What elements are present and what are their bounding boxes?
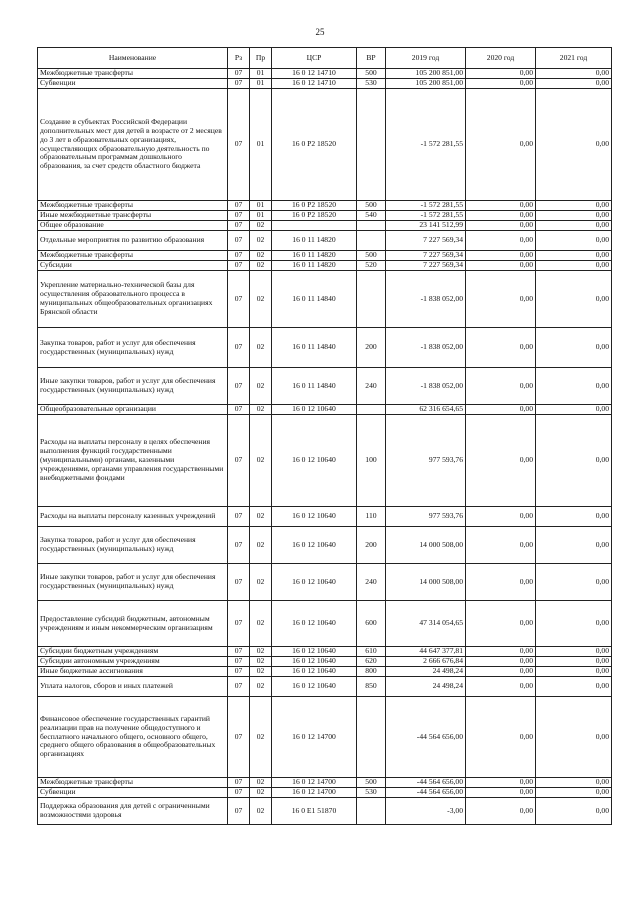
- cell-pr: 02: [250, 601, 272, 647]
- table-body: [38, 69, 612, 825]
- cell-y2020: 0,00: [466, 211, 536, 221]
- cell-y2019: 977 593,76: [386, 507, 466, 527]
- cell-pr: 02: [250, 697, 272, 778]
- cell-rz: 07: [228, 527, 250, 564]
- cell-rz: 07: [228, 798, 250, 825]
- cell-y2021: 0,00: [536, 527, 612, 564]
- cell-pr: 01: [250, 89, 272, 201]
- cell-rz: 07: [228, 89, 250, 201]
- header-vr: ВР: [357, 48, 386, 69]
- cell-csr: 16 0 12 14710: [272, 69, 357, 79]
- cell-pr: 02: [250, 798, 272, 825]
- cell-name: Иные закупки товаров, работ и услуг для обеспечения государственных (муниципальных) нужд: [38, 564, 228, 601]
- cell-csr: 16 0 12 10640: [272, 527, 357, 564]
- cell-pr: 01: [250, 211, 272, 221]
- cell-rz: 07: [228, 601, 250, 647]
- cell-csr: 16 0 12 14700: [272, 697, 357, 778]
- cell-vr: 500: [357, 778, 386, 788]
- cell-pr: 02: [250, 221, 272, 231]
- header-2019: 2019 год: [386, 48, 466, 69]
- cell-name: Создание в субъектах Российской Федерации дополнительных мест для детей в возрасте от 2 месяцев до 3 лет в образовательных организациях, осуществляющих образовательную деятельность по образовательным программам дошкольного образования, за счет средств областного бюджета: [38, 89, 228, 201]
- cell-y2020: 0,00: [466, 798, 536, 825]
- cell-rz: 07: [228, 405, 250, 415]
- cell-y2021: 0,00: [536, 798, 612, 825]
- cell-vr: [357, 89, 386, 201]
- cell-name: Расходы на выплаты персоналу казенных учреждений: [38, 507, 228, 527]
- cell-csr: 16 0 11 14820: [272, 231, 357, 251]
- cell-name: Межбюджетные трансферты: [38, 778, 228, 788]
- cell-y2021: 0,00: [536, 667, 612, 677]
- cell-y2019: 24 498,24: [386, 677, 466, 697]
- cell-csr: 16 0 12 10640: [272, 647, 357, 657]
- table-row: [38, 328, 612, 368]
- table-row: [38, 677, 612, 697]
- cell-y2021: 0,00: [536, 788, 612, 798]
- cell-y2021: 0,00: [536, 601, 612, 647]
- table-row: [38, 261, 612, 271]
- cell-name: Межбюджетные трансферты: [38, 69, 228, 79]
- cell-vr: [357, 271, 386, 328]
- cell-y2020: 0,00: [466, 79, 536, 89]
- cell-y2019: 7 227 569,34: [386, 251, 466, 261]
- cell-vr: 500: [357, 201, 386, 211]
- cell-name: Поддержка образования для детей с ограниченными возможностями здоровья: [38, 798, 228, 825]
- cell-name: Субвенции: [38, 79, 228, 89]
- table-row: [38, 415, 612, 507]
- cell-rz: 07: [228, 415, 250, 507]
- cell-pr: 02: [250, 368, 272, 405]
- cell-pr: 02: [250, 507, 272, 527]
- cell-rz: 07: [228, 211, 250, 221]
- cell-y2021: 0,00: [536, 69, 612, 79]
- cell-y2019: -44 564 656,00: [386, 778, 466, 788]
- cell-y2020: 0,00: [466, 261, 536, 271]
- cell-y2019: 14 000 508,00: [386, 527, 466, 564]
- cell-rz: 07: [228, 201, 250, 211]
- cell-rz: 07: [228, 271, 250, 328]
- table-row: [38, 601, 612, 647]
- cell-y2021: 0,00: [536, 564, 612, 601]
- cell-y2019: -44 564 656,00: [386, 697, 466, 778]
- table-row: [38, 657, 612, 667]
- cell-name: Субсидии: [38, 261, 228, 271]
- cell-y2021: 0,00: [536, 657, 612, 667]
- cell-vr: 850: [357, 677, 386, 697]
- cell-y2019: 62 316 654,65: [386, 405, 466, 415]
- cell-vr: 200: [357, 527, 386, 564]
- cell-name: Отдельные мероприятия по развитию образования: [38, 231, 228, 251]
- cell-y2019: 105 200 851,00: [386, 79, 466, 89]
- cell-pr: 02: [250, 647, 272, 657]
- table-row: [38, 788, 612, 798]
- cell-csr: 16 0 12 10640: [272, 667, 357, 677]
- cell-vr: [357, 798, 386, 825]
- table-row: [38, 201, 612, 211]
- cell-rz: 07: [228, 507, 250, 527]
- cell-pr: 02: [250, 527, 272, 564]
- cell-pr: 02: [250, 677, 272, 697]
- table-row: [38, 527, 612, 564]
- cell-name: Закупка товаров, работ и услуг для обеспечения государственных (муниципальных) нужд: [38, 328, 228, 368]
- cell-y2019: 977 593,76: [386, 415, 466, 507]
- cell-csr: 16 0 12 14700: [272, 778, 357, 788]
- cell-y2021: 0,00: [536, 697, 612, 778]
- cell-y2019: 23 141 512,99: [386, 221, 466, 231]
- cell-y2020: 0,00: [466, 251, 536, 261]
- cell-y2020: 0,00: [466, 507, 536, 527]
- cell-y2020: 0,00: [466, 201, 536, 211]
- cell-y2019: -44 564 656,00: [386, 788, 466, 798]
- table-row: [38, 221, 612, 231]
- cell-y2020: 0,00: [466, 677, 536, 697]
- cell-name: Общее образование: [38, 221, 228, 231]
- cell-y2019: 2 666 676,84: [386, 657, 466, 667]
- cell-y2021: 0,00: [536, 647, 612, 657]
- cell-y2021: 0,00: [536, 368, 612, 405]
- header-rz: Рз: [228, 48, 250, 69]
- table-row: [38, 647, 612, 657]
- cell-rz: 07: [228, 788, 250, 798]
- cell-csr: 16 0 P2 18520: [272, 201, 357, 211]
- cell-y2020: 0,00: [466, 697, 536, 778]
- table-row: [38, 405, 612, 415]
- cell-csr: 16 0 P2 18520: [272, 211, 357, 221]
- cell-vr: 520: [357, 261, 386, 271]
- cell-rz: 07: [228, 261, 250, 271]
- cell-pr: 02: [250, 564, 272, 601]
- cell-vr: 540: [357, 211, 386, 221]
- table-row: [38, 564, 612, 601]
- cell-y2021: 0,00: [536, 261, 612, 271]
- table-row: [38, 79, 612, 89]
- table-row: [38, 368, 612, 405]
- cell-csr: 16 0 11 14820: [272, 261, 357, 271]
- cell-vr: [357, 231, 386, 251]
- cell-name: Расходы на выплаты персоналу в целях обеспечения выполнения функций государственными (муниципальными) органами, казенными учреждениями, органами управления государственными внебюджетными фондами: [38, 415, 228, 507]
- cell-y2019: 47 314 054,65: [386, 601, 466, 647]
- cell-name: Субвенции: [38, 788, 228, 798]
- cell-csr: 16 0 11 14820: [272, 251, 357, 261]
- cell-pr: 01: [250, 79, 272, 89]
- cell-pr: 02: [250, 667, 272, 677]
- cell-y2019: 24 498,24: [386, 667, 466, 677]
- cell-csr: [272, 221, 357, 231]
- cell-vr: 530: [357, 788, 386, 798]
- table-row: [38, 251, 612, 261]
- cell-vr: 200: [357, 328, 386, 368]
- cell-y2021: 0,00: [536, 79, 612, 89]
- cell-pr: 02: [250, 231, 272, 251]
- cell-y2021: 0,00: [536, 507, 612, 527]
- cell-y2020: 0,00: [466, 405, 536, 415]
- table-row: [38, 778, 612, 788]
- cell-pr: 02: [250, 657, 272, 667]
- cell-name: Субсидии бюджетным учреждениям: [38, 647, 228, 657]
- cell-csr: 16 0 12 10640: [272, 677, 357, 697]
- cell-y2020: 0,00: [466, 69, 536, 79]
- cell-y2020: 0,00: [466, 647, 536, 657]
- cell-csr: 16 0 12 10640: [272, 405, 357, 415]
- cell-y2019: -1 572 281,55: [386, 89, 466, 201]
- cell-y2021: 0,00: [536, 251, 612, 261]
- header-2020: 2020 год: [466, 48, 536, 69]
- cell-y2019: 7 227 569,34: [386, 231, 466, 251]
- cell-csr: 16 0 11 14840: [272, 328, 357, 368]
- cell-csr: 16 0 12 10640: [272, 657, 357, 667]
- table-row: [38, 211, 612, 221]
- table-row: [38, 667, 612, 677]
- cell-y2020: 0,00: [466, 788, 536, 798]
- table-row: [38, 271, 612, 328]
- cell-y2019: -1 838 052,00: [386, 368, 466, 405]
- cell-name: Закупка товаров, работ и услуг для обеспечения государственных (муниципальных) нужд: [38, 527, 228, 564]
- cell-y2021: 0,00: [536, 211, 612, 221]
- cell-pr: 02: [250, 788, 272, 798]
- header-csr: ЦСР: [272, 48, 357, 69]
- cell-rz: 07: [228, 231, 250, 251]
- table-row: [38, 697, 612, 778]
- cell-vr: 530: [357, 79, 386, 89]
- table-row: [38, 231, 612, 251]
- cell-vr: 600: [357, 601, 386, 647]
- cell-rz: 07: [228, 251, 250, 261]
- cell-pr: 02: [250, 261, 272, 271]
- header-2021: 2021 год: [536, 48, 612, 69]
- cell-y2019: -3,00: [386, 798, 466, 825]
- table-header-row: [38, 48, 612, 69]
- cell-y2021: 0,00: [536, 221, 612, 231]
- cell-pr: 02: [250, 328, 272, 368]
- cell-y2020: 0,00: [466, 527, 536, 564]
- cell-vr: [357, 697, 386, 778]
- header-pr: Пр: [250, 48, 272, 69]
- cell-y2021: 0,00: [536, 405, 612, 415]
- table-row: [38, 89, 612, 201]
- cell-vr: 100: [357, 415, 386, 507]
- cell-rz: 07: [228, 657, 250, 667]
- cell-vr: 110: [357, 507, 386, 527]
- cell-vr: 500: [357, 251, 386, 261]
- cell-y2020: 0,00: [466, 368, 536, 405]
- cell-name: Общеобразовательные организации: [38, 405, 228, 415]
- cell-pr: 01: [250, 201, 272, 211]
- cell-rz: 07: [228, 221, 250, 231]
- cell-y2021: 0,00: [536, 231, 612, 251]
- cell-csr: 16 0 12 14700: [272, 788, 357, 798]
- cell-y2019: 14 000 508,00: [386, 564, 466, 601]
- cell-rz: 07: [228, 697, 250, 778]
- cell-name: Укрепление материально-технической базы для осуществления образовательного процесса в муниципальных общеобразовательных организациях Брянской области: [38, 271, 228, 328]
- cell-y2019: -1 838 052,00: [386, 271, 466, 328]
- cell-csr: 16 0 E1 51870: [272, 798, 357, 825]
- cell-y2021: 0,00: [536, 328, 612, 368]
- cell-name: Иные закупки товаров, работ и услуг для обеспечения государственных (муниципальных) нужд: [38, 368, 228, 405]
- cell-y2020: 0,00: [466, 415, 536, 507]
- cell-y2020: 0,00: [466, 89, 536, 201]
- cell-name: Иные межбюджетные трансферты: [38, 211, 228, 221]
- cell-rz: 07: [228, 677, 250, 697]
- cell-y2019: -1 572 281,55: [386, 201, 466, 211]
- table-row: [38, 69, 612, 79]
- cell-vr: 240: [357, 368, 386, 405]
- header-name: Наименование: [38, 48, 228, 69]
- table-row: [38, 507, 612, 527]
- cell-rz: 07: [228, 69, 250, 79]
- cell-y2020: 0,00: [466, 657, 536, 667]
- cell-y2021: 0,00: [536, 415, 612, 507]
- cell-pr: 02: [250, 271, 272, 328]
- cell-y2019: -1 572 281,55: [386, 211, 466, 221]
- cell-csr: 16 0 12 14710: [272, 79, 357, 89]
- budget-table: [37, 47, 612, 825]
- cell-pr: 02: [250, 405, 272, 415]
- cell-y2021: 0,00: [536, 201, 612, 211]
- cell-name: Уплата налогов, сборов и иных платежей: [38, 677, 228, 697]
- cell-csr: 16 0 11 14840: [272, 271, 357, 328]
- cell-y2021: 0,00: [536, 89, 612, 201]
- cell-y2021: 0,00: [536, 271, 612, 328]
- cell-vr: [357, 221, 386, 231]
- cell-vr: 240: [357, 564, 386, 601]
- cell-y2020: 0,00: [466, 564, 536, 601]
- cell-name: Межбюджетные трансферты: [38, 201, 228, 211]
- cell-name: Финансовое обеспечение государственных гарантий реализации прав на получение общедоступного и бесплатного начального общего, основного общего, среднего общего образования в общеобразовательных организациях: [38, 697, 228, 778]
- cell-y2019: 7 227 569,34: [386, 261, 466, 271]
- cell-y2019: 105 200 851,00: [386, 69, 466, 79]
- cell-name: Предоставление субсидий бюджетным, автономным учреждениям и иным некоммерческим организациям: [38, 601, 228, 647]
- cell-y2020: 0,00: [466, 328, 536, 368]
- cell-csr: 16 0 11 14840: [272, 368, 357, 405]
- cell-csr: 16 0 P2 18520: [272, 89, 357, 201]
- page-number: 25: [315, 27, 325, 37]
- cell-y2020: 0,00: [466, 601, 536, 647]
- cell-y2019: 44 647 377,81: [386, 647, 466, 657]
- cell-y2021: 0,00: [536, 778, 612, 788]
- cell-csr: 16 0 12 10640: [272, 601, 357, 647]
- cell-name: Межбюджетные трансферты: [38, 251, 228, 261]
- cell-rz: 07: [228, 667, 250, 677]
- cell-csr: 16 0 12 10640: [272, 415, 357, 507]
- cell-vr: 610: [357, 647, 386, 657]
- cell-name: Субсидии автономным учреждениям: [38, 657, 228, 667]
- cell-y2020: 0,00: [466, 271, 536, 328]
- cell-rz: 07: [228, 647, 250, 657]
- cell-name: Иные бюджетные ассигнования: [38, 667, 228, 677]
- cell-vr: 620: [357, 657, 386, 667]
- cell-rz: 07: [228, 564, 250, 601]
- cell-y2020: 0,00: [466, 667, 536, 677]
- cell-pr: 02: [250, 251, 272, 261]
- cell-pr: 02: [250, 778, 272, 788]
- cell-rz: 07: [228, 368, 250, 405]
- cell-rz: 07: [228, 79, 250, 89]
- cell-rz: 07: [228, 328, 250, 368]
- cell-vr: 500: [357, 69, 386, 79]
- cell-y2020: 0,00: [466, 778, 536, 788]
- cell-pr: 02: [250, 415, 272, 507]
- table-row: [38, 798, 612, 825]
- cell-y2020: 0,00: [466, 231, 536, 251]
- cell-vr: 800: [357, 667, 386, 677]
- cell-csr: 16 0 12 10640: [272, 564, 357, 601]
- cell-rz: 07: [228, 778, 250, 788]
- cell-y2020: 0,00: [466, 221, 536, 231]
- cell-vr: [357, 405, 386, 415]
- cell-y2019: -1 838 052,00: [386, 328, 466, 368]
- cell-csr: 16 0 12 10640: [272, 507, 357, 527]
- cell-pr: 01: [250, 69, 272, 79]
- cell-y2021: 0,00: [536, 677, 612, 697]
